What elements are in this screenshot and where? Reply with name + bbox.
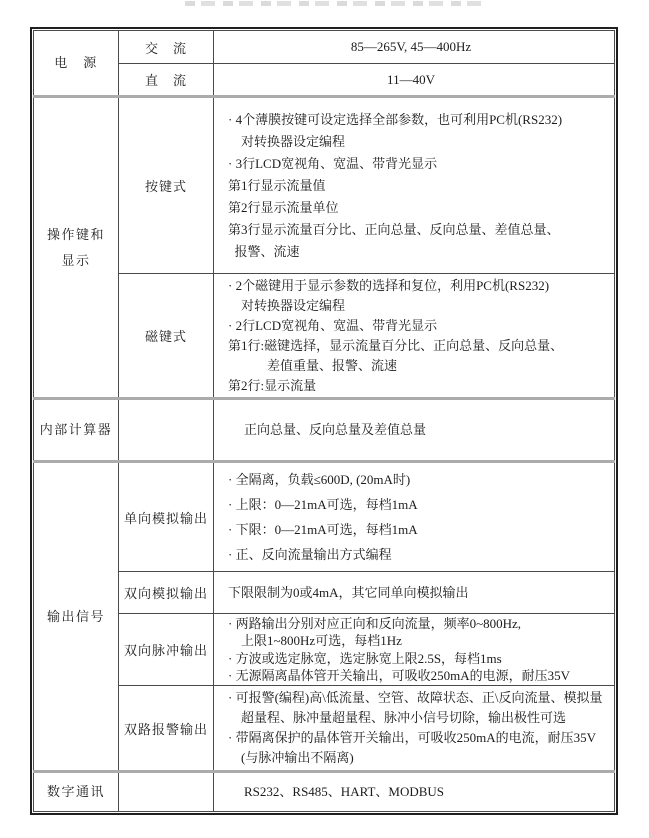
- spec-table: [30, 27, 618, 815]
- content-line: · 全隔离，负载≤600D, (20mA时): [228, 472, 411, 487]
- content-line: · 无源隔离晶体管开关输出，可吸收250mA的电源，耐压35V: [228, 668, 570, 683]
- content-line: RS232、RS485、HART、MODBUS: [244, 784, 445, 799]
- content-line: · 2行LCD宽视角、宽温、带背光显示: [228, 317, 438, 333]
- subcategory-cell: 按键式: [119, 97, 214, 274]
- category-label: 电 源: [54, 55, 98, 70]
- category-label: 操作键和: [46, 226, 105, 242]
- cropped-title-remnant: [185, 1, 485, 6]
- content-line: (与脉冲输出不隔离): [241, 750, 354, 765]
- table-row: [34, 31, 615, 64]
- content-cell: [214, 64, 615, 97]
- category-label: 输出信号: [46, 608, 105, 624]
- content-line: · 3行LCD宽视角、宽温、带背光显示: [228, 155, 438, 171]
- table-row: [34, 572, 615, 614]
- subcategory-cell: [119, 772, 214, 812]
- category-cell: [34, 462, 119, 772]
- content-cell: [214, 572, 615, 614]
- category-cell: [34, 399, 119, 462]
- content-line: 对转换器设定编程: [241, 133, 346, 149]
- subcategory-cell: [119, 399, 214, 462]
- category-cell: [34, 97, 119, 399]
- content-cell: [214, 97, 615, 274]
- table-row: [34, 64, 615, 97]
- subcategory-cell: 直 流: [119, 64, 214, 97]
- content-line: 第2行:显示流量: [228, 377, 317, 393]
- content-line: · 正、反向流量输出方式编程: [228, 547, 392, 562]
- table-row: [34, 97, 615, 274]
- content-line: · 两路输出分别对应正向和反向流量，频率0~800Hz,: [228, 615, 522, 631]
- table-row: [34, 772, 615, 812]
- table-row: [34, 614, 615, 686]
- content-line: 报警、流速: [234, 243, 300, 259]
- content-line: · 带隔离保护的晶体管开关输出，可吸收250mA的电流，耐压35V: [228, 730, 596, 745]
- content-cell: [214, 614, 615, 686]
- content-line: 超量程、脉冲量超量程、脉冲小信号切除，输出极性可选: [241, 710, 567, 725]
- subcategory-cell: 双向模拟输出: [119, 572, 214, 614]
- content-line: · 下限：0—21mA可选，每档1mA: [228, 522, 418, 537]
- category-label: 数字通讯: [46, 784, 105, 799]
- subcategory-cell: 单向模拟输出: [119, 462, 214, 572]
- content-line: 上限1~800Hz可选，每档1Hz: [241, 633, 402, 648]
- content-line: 下限限制为0或4mA，其它同单向模拟输出: [228, 584, 469, 600]
- table-row: [34, 399, 615, 462]
- category-label: 显示: [61, 252, 91, 268]
- content-line: 正向总量、反向总量及差值总量: [244, 422, 427, 437]
- content-line: 第1行显示流量值: [228, 177, 326, 193]
- subcategory-cell: 交 流: [119, 31, 214, 64]
- table-row: [34, 462, 615, 572]
- category-cell: [34, 772, 119, 812]
- content-line: · 可报警(编程)高\低流量、空管、故障状态、正\反向流量、模拟量: [228, 690, 603, 705]
- content-cell: [214, 399, 615, 462]
- spec-table-body: [34, 31, 615, 812]
- category-label: 内部计算器: [39, 422, 113, 437]
- content-line: · 2个磁键用于显示参数的选择和复位，利用PC机(RS232): [228, 277, 550, 293]
- content-line: 第3行显示流量百分比、正向总量、反向总量、差值总量、: [228, 221, 560, 237]
- table-row: [34, 686, 615, 772]
- content-line: 11—40V: [387, 71, 435, 87]
- content-line: 85—265V, 45—400Hz: [350, 39, 472, 54]
- subcategory-cell: 双向脉冲输出: [119, 614, 214, 686]
- content-cell: [214, 686, 615, 772]
- content-line: · 上限：0—21mA可选，每档1mA: [228, 497, 418, 512]
- subcategory-cell: 磁键式: [119, 274, 214, 399]
- content-line: · 4个薄膜按键可设定选择全部参数，也可利用PC机(RS232): [228, 111, 563, 127]
- content-cell: [214, 772, 615, 812]
- content-cell: [214, 462, 615, 572]
- table-row: [34, 274, 615, 399]
- content-cell: [214, 31, 615, 64]
- content-cell: [214, 274, 615, 399]
- content-line: 第2行显示流量单位: [228, 199, 339, 215]
- content-line: 差值重量、报警、流速: [267, 357, 398, 373]
- content-line: 第1行:磁键选择，显示流量百分比、正向总量、反向总量、: [228, 337, 564, 353]
- content-line: 对转换器设定编程: [241, 297, 346, 313]
- content-line: · 方波或选定脉宽，选定脉宽上限2.5S，每档1ms: [228, 650, 502, 666]
- subcategory-cell: 双路报警输出: [119, 686, 214, 772]
- category-cell: [34, 31, 119, 97]
